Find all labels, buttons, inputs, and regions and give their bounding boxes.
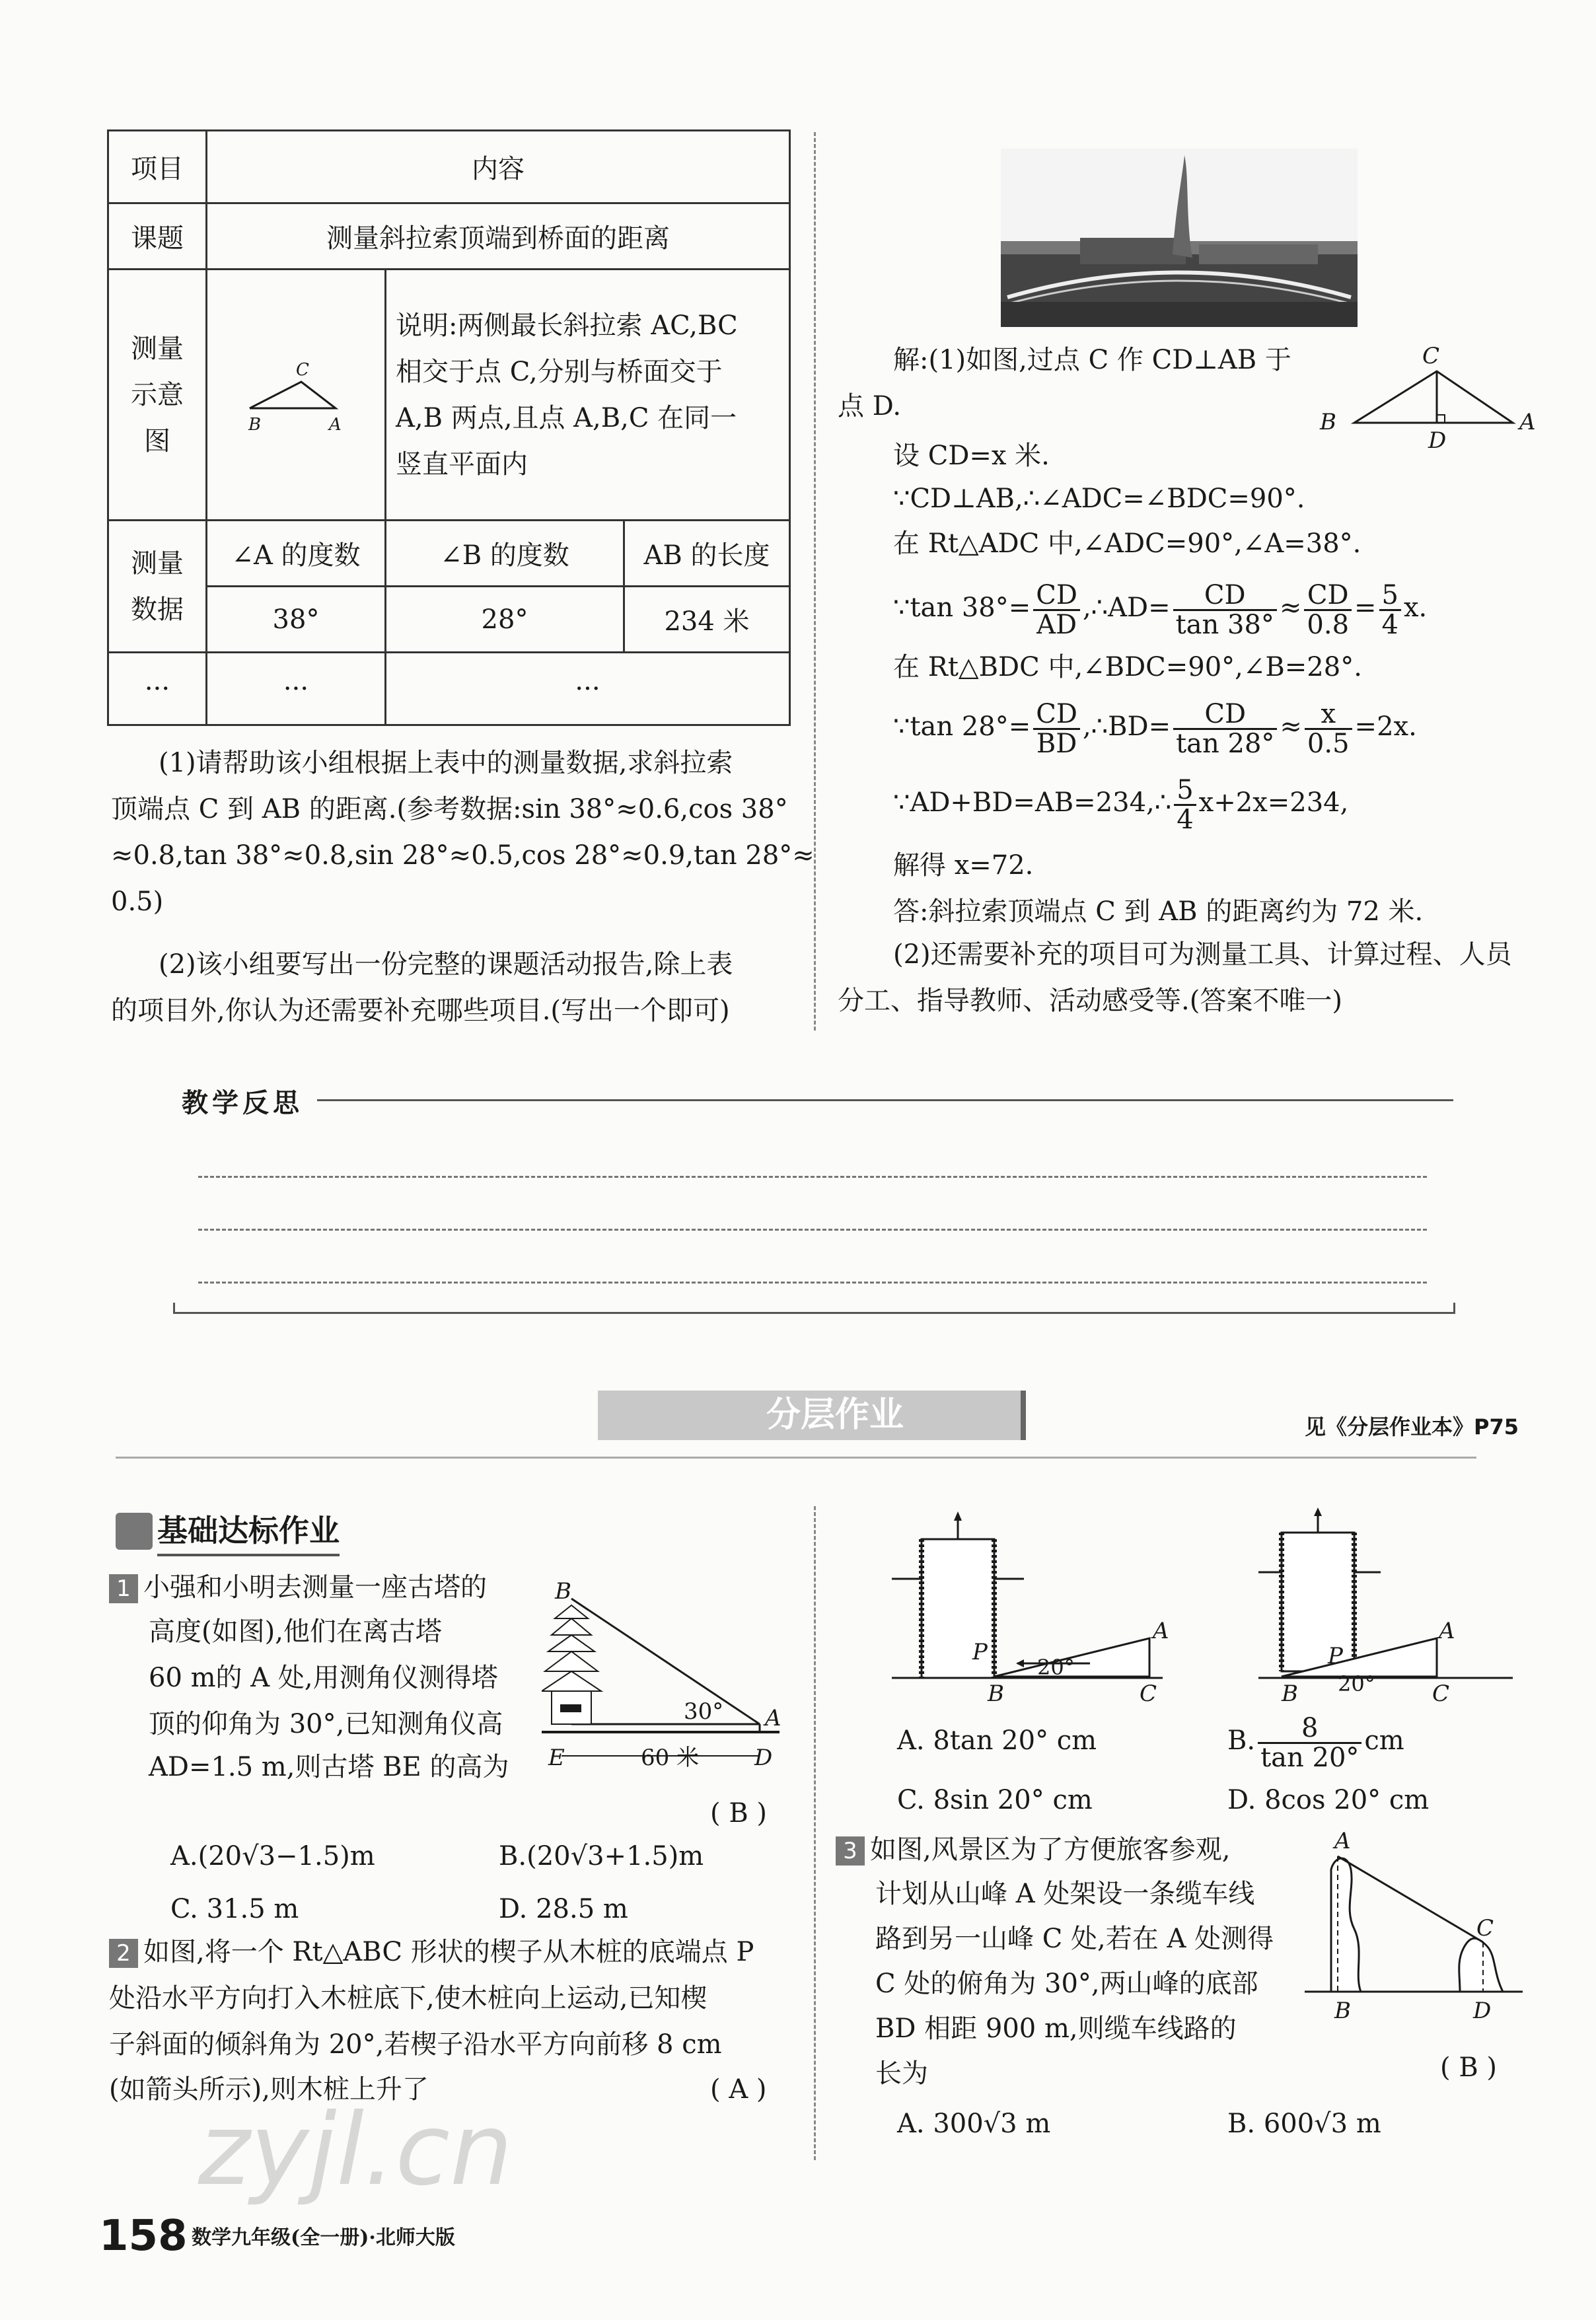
q1-option-a: A.(20√3−1.5)m <box>170 1841 375 1871</box>
q3-line: BD 相距 900 m,则缆车线路的 <box>875 2013 1237 2044</box>
ellipsis-cell: ··· <box>108 653 207 725</box>
svg-text:A: A <box>1439 1618 1455 1644</box>
column-divider <box>814 1506 816 2160</box>
svg-text:C: C <box>296 359 309 380</box>
wedge-figure-1 <box>885 1506 1176 1704</box>
col-length-ab: AB 的长度 <box>624 521 790 587</box>
reflection-line <box>198 1282 1427 1284</box>
q3-line: 长为 <box>875 2058 928 2089</box>
banner-reference: 见《分层作业本》P75 <box>1305 1414 1519 1439</box>
diagram-cell <box>207 270 386 521</box>
question-1-line: ≈0.8,tan 38°≈0.8,sin 28°≈0.5,cos 28°≈0.9,tan 28°≈ <box>111 840 815 871</box>
column-divider <box>814 132 816 1031</box>
q2-number: 2 <box>109 1939 138 1968</box>
q1-answer: ( B ) <box>710 1798 768 1829</box>
svg-text:60 米: 60 米 <box>641 1745 700 1771</box>
svg-text:C: C <box>1422 344 1440 369</box>
solution-line-tan28: ∵tan 28°= $\frac{CD}{BD}$ ,∴BD= $\frac{CD}{\tan 28^\circ}$ ≈ $\frac{x}{0.5}$ =2x. <box>893 698 1417 759</box>
q2-line: 2 如图,将一个 Rt△ABC 形状的楔子从木桩的底端点 P <box>109 1929 754 1975</box>
page-number: 158 <box>99 2212 188 2261</box>
q2-line: (如箭头所示),则木桩上升了 <box>109 2074 429 2105</box>
reflection-line <box>198 1176 1427 1178</box>
svg-text:A: A <box>329 414 342 431</box>
svg-text:B: B <box>555 1579 571 1605</box>
q3-line: 计划从山峰 A 处架设一条缆车线 <box>875 1879 1255 1909</box>
svg-text:P: P <box>972 1639 988 1665</box>
svg-text:B: B <box>1334 1998 1351 2024</box>
q1-line: 1 小强和小明去测量一座古塔的 <box>109 1564 487 1611</box>
q2-option-b: B. $\frac{8}{\tan 20^\circ}$ cm <box>1227 1712 1404 1773</box>
q3-line: 3 如图,风景区为了方便旅客参观, <box>836 1827 1230 1873</box>
triangle-diagram <box>230 352 362 431</box>
diagram-note: 说明:两侧最长斜拉索 AC,BC 相交于点 C,分别与桥面交于 A,B 两点,且点 A,B,C 在同一 竖直平面内 <box>386 270 790 521</box>
svg-text:P: P <box>1328 1643 1343 1669</box>
question-1-line: 顶端点 C 到 AB 的距离.(参考数据:sin 38°≈0.6,cos 38° <box>111 794 788 824</box>
section-title: 基础达标作业 <box>157 1507 340 1556</box>
reflection-rule <box>317 1099 1453 1101</box>
value-angle-a: 38° <box>207 587 386 653</box>
q2-line: 处沿水平方向打入木桩底下,使木桩向上运动,已知楔 <box>109 1983 707 2013</box>
q1-line: 顶的仰角为 30°,已知测角仪高 <box>149 1709 503 1739</box>
solution-line: 分工、指导教师、活动感受等.(答案不唯一) <box>838 986 1342 1016</box>
q2-option-a: A. 8tan 20° cm <box>897 1725 1097 1756</box>
section-icon <box>116 1513 153 1550</box>
svg-text:C: C <box>1432 1681 1450 1704</box>
svg-text:B: B <box>1282 1681 1298 1704</box>
q2-answer: ( A ) <box>710 2074 767 2105</box>
value-length-ab: 234 米 <box>624 587 790 653</box>
svg-text:E: E <box>548 1745 565 1771</box>
q1-number: 1 <box>109 1574 138 1603</box>
bridge-photo <box>1001 149 1358 327</box>
solution-line-sum: ∵AD+BD=AB=234,∴ $\frac{5}{4}$ x+2x=234, <box>893 774 1349 835</box>
question-1-line: 0.5) <box>111 887 164 917</box>
svg-text:A: A <box>1519 409 1536 435</box>
solution-line: 在 Rt△BDC 中,∠BDC=90°,∠B=28°. <box>893 652 1362 682</box>
q2-line: 子斜面的倾斜角为 20°,若楔子沿水平方向前移 8 cm <box>109 2029 722 2060</box>
solution-line: 设 CD=x 米. <box>893 441 1050 471</box>
solution-line: 答:斜拉索顶端点 C 到 AB 的距离约为 72 米. <box>893 896 1424 927</box>
table-header-item: 项目 <box>108 131 207 203</box>
reflection-title: 教学反思 <box>182 1088 303 1118</box>
report-table <box>107 129 791 726</box>
svg-text:20°: 20° <box>1338 1671 1375 1696</box>
svg-text:C: C <box>1140 1681 1157 1704</box>
svg-text:D: D <box>754 1745 773 1771</box>
svg-text:A: A <box>1334 1830 1351 1854</box>
question-1-line: (1)请帮助该小组根据上表中的测量数据,求斜拉索 <box>159 748 733 778</box>
q1-option-b: B.(20√3+1.5)m <box>499 1841 704 1871</box>
svg-text:A: A <box>765 1705 781 1731</box>
book-title: 数学九年级(全一册)·北师大版 <box>192 2226 455 2249</box>
q3-option-b: B. 600√3 m <box>1227 2109 1381 2139</box>
col-angle-a: ∠A 的度数 <box>207 521 386 587</box>
q1-option-d: D. 28.5 m <box>499 1894 628 1924</box>
solution-line: ∵CD⊥AB,∴∠ADC=∠BDC=90°. <box>893 484 1305 514</box>
wedge-figure-2 <box>1255 1506 1539 1704</box>
q3-option-a: A. 300√3 m <box>897 2109 1051 2139</box>
q3-line: 路到另一山峰 C 处,若在 A 处测得 <box>875 1924 1274 1954</box>
banner-title: 分层作业 <box>766 1395 904 1435</box>
solution-figure <box>1315 344 1566 456</box>
topic-text: 测量斜拉索顶端到桥面的距离 <box>207 203 790 270</box>
q1-line: 60 m的 A 处,用测角仪测得塔 <box>149 1663 498 1693</box>
solution-line: 点 D. <box>838 391 902 421</box>
q3-number: 3 <box>836 1836 865 1866</box>
cable-car-figure <box>1305 1830 1529 2028</box>
svg-text:30°: 30° <box>684 1698 724 1725</box>
svg-text:D: D <box>1473 1998 1492 2024</box>
solution-line: (2)还需要补充的项目可为测量工具、计算过程、人员 <box>893 939 1512 970</box>
solution-line: 解:(1)如图,过点 C 作 CD⊥AB 于 <box>893 345 1291 375</box>
svg-text:A: A <box>1153 1618 1169 1644</box>
q2-option-c: C. 8sin 20° cm <box>897 1785 1093 1815</box>
svg-text:D: D <box>1428 427 1447 454</box>
table-header-content: 内容 <box>207 131 790 203</box>
question-2-line: (2)该小组要写出一份完整的课题活动报告,除上表 <box>159 949 733 980</box>
q1-option-c: C. 31.5 m <box>170 1894 299 1924</box>
solution-line: 在 Rt△ADC 中,∠ADC=90°,∠A=38°. <box>893 528 1361 559</box>
solution-line-tan38: ∵tan 38°= $\frac{CD}{AD}$ ,∴AD= $\frac{CD}{\tan 38^\circ}$ ≈ $\frac{CD}{0.8}$ = $\frac{5}{4}$ x. <box>893 579 1428 640</box>
q1-line: AD=1.5 m,则古塔 BE 的高为 <box>149 1752 509 1782</box>
ellipsis-cell: ··· <box>207 653 386 725</box>
ellipsis-cell: ··· <box>386 653 790 725</box>
pagoda-figure <box>542 1579 793 1784</box>
banner-rule <box>116 1457 1476 1459</box>
svg-text:B: B <box>988 1681 1004 1704</box>
q3-line: C 处的俯角为 30°,两山峰的底部 <box>875 1969 1258 1999</box>
watermark: zyjl.cn <box>198 2093 513 2208</box>
reflection-frame <box>173 1303 1455 1314</box>
q2-option-d: D. 8cos 20° cm <box>1227 1785 1430 1815</box>
value-angle-b: 28° <box>386 587 624 653</box>
topic-label: 课题 <box>108 203 207 270</box>
svg-text:B: B <box>248 414 262 431</box>
solution-line: 解得 x=72. <box>893 850 1034 881</box>
data-label: 测量 数据 <box>108 521 207 653</box>
question-2-line: 的项目外,你认为还需要补充哪些项目.(写出一个即可) <box>111 996 730 1026</box>
col-angle-b: ∠B 的度数 <box>386 521 624 587</box>
q1-line: 高度(如图),他们在离古塔 <box>149 1616 442 1647</box>
svg-text:20°: 20° <box>1037 1655 1075 1680</box>
q3-answer: ( B ) <box>1440 2052 1498 2083</box>
diagram-label: 测量 示意图 <box>108 270 207 521</box>
svg-text:C: C <box>1476 1915 1494 1941</box>
reflection-line <box>198 1229 1427 1231</box>
svg-text:B: B <box>1320 409 1336 435</box>
